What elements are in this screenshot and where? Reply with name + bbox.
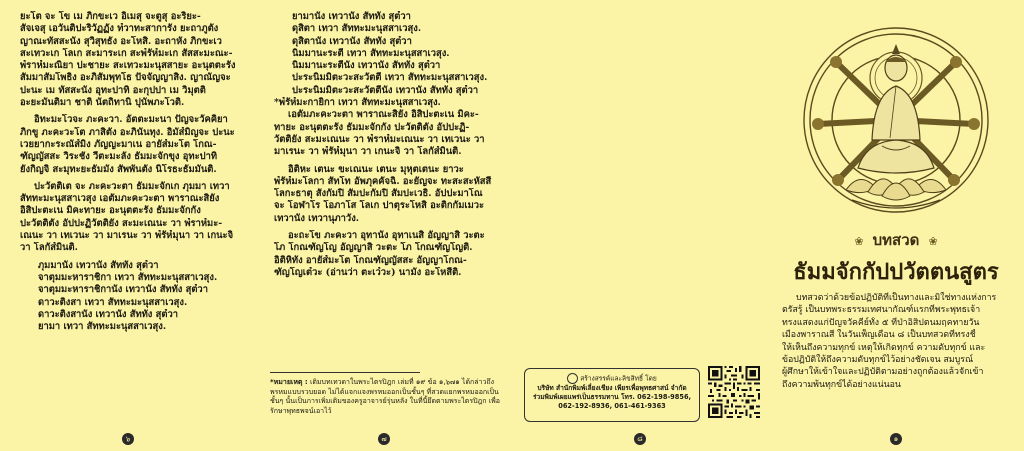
text-line: ยะโต จะ โข เม ภิกขะเว อิเมสุ จะตูสุ อะริยะ- [20,11,201,22]
panel-chant-page-2 [256,0,512,451]
panel-front-cover [768,0,1024,451]
ornament-icon: ❀ [854,235,864,248]
text-line: เวยยากะระณัส๎มิง ภัญญะมาเน อายัส๎มะโต โกณ- [20,138,217,150]
footnote-rule [270,372,420,373]
text-line: ปะวัตติตัง อัปปะฏิวัตติยัง สะมะเณนะ วา พ๎ราห๎มะ- [20,217,223,229]
text-line: พ๎รัห๎มะโลกา สัทโท อัพภุคคัจฉิ. อะยัญจะ ทะสะสะหัสสี [274,175,492,187]
title-small: บทสวด [872,231,920,249]
text-line: พ๎ราห๎มะณิยา ปะชายะ สะเทวะมะนุสสายะ อะนุตตะรัง [20,60,236,72]
footnote-label: *หมายเหตุ : [270,378,308,386]
panel-chant-page-1 [0,0,256,451]
text-line: ปะนะ เม ทัสสะนัง อุทะปาทิ อะกุปปา เม วิมุตติ [20,84,206,96]
verse-line: ภุมมานัง เทวานัง สัททัง สุต๎วา [38,259,159,271]
phone-numbers: 062-192-8936, 061-461-9363 [558,402,666,410]
text-line: ตรัสรู้ เป็นบทพระธรรมเทศนากัณฑ์แรกที่พระพุทธเจ้า [782,305,981,316]
verse-line: ดุสิตา เทวา สัททะมะนุสสาเวสุง. [292,23,422,35]
description-block [782,292,1014,391]
verse-line: ดาวะติงสา เทวา สัททะมะนุสสาเวสุง. [38,296,188,308]
page-number: ๗ [378,433,390,445]
verse-line: จาตุมมะหาราชิกา เทวา สัททะมะนุสสาเวสุง. [38,271,218,283]
panel-back-cover [512,0,768,451]
publisher-box [524,368,700,422]
text-line: ปะวัตติเต จะ ภะคะวะตา ธัมมะจักเก ภุมมา เทวา [34,180,230,192]
text-line: อิติหะ เตนะ ขะเณนะ เตนะ มุหุตเตนะ ยาวะ [288,163,464,175]
page-title: ธัมมจักกัปปวัตตนสูตร [793,259,999,285]
text-line: ฑัญญัสสะ วิระชัง วีตะมะลัง ธัมมะจักขุง อุทะปาทิ [20,151,218,163]
verse-line: ปะระนิมมิตะวะสะวัตตีนัง เทวานัง สัททัง สุต๎วา [292,84,479,96]
footnote [270,378,502,416]
text-line: อิสิปะตะเน มิคะทายะ อะนุตตะรัง ธัมมะจักกัง [20,205,201,217]
text-line: ญาณะทัสสะนัง สุวิสุทธัง อะโหสิ. อะถาหัง ภิกขะเว [20,35,222,47]
text-line: จะ โอฬาโร โอภาโส โลเก ปาตุระโหสิ อะติกกัมเมวะ [274,200,485,212]
qr-code-icon [708,366,760,418]
text-line: วา โลกัส๎มินติ. [20,242,78,254]
verse-line: นิมมานะระตี เทวา สัททะมะนุสสาเวสุง. [292,47,450,59]
verse-line: นิมมานะระตีนัง เทวานัง สัททัง สุต๎วา [292,60,441,72]
text-line: อะยะมันติมา ชาติ นัตถิทานิ ปุนัพภะโวติ. [20,97,185,109]
text-line: ผู้ศึกษาให้เข้าใจและปฏิบัติตามอย่างถูกต้องแล้วจักเข้า [782,367,984,378]
footnote-text: เติมบทเทวดาในพระไตรปิฎก เล่มที่ ๑๙ ข้อ ๑,๖๗๑ ได้กล่าวถึงพรหมแบบรวบยอด ไม่ได้แจกแจงพรหมออกเป็นชั้นๆ ที่สวดแยกพรหมออกเป็นชั้นๆ นั้นเป็นการเพิ่มเติมของครูอาจารย์รุ่นหลัง ในที่นี้ยึดตามพระไตรปิฎก เพื่อรักษาพุทธพจน์เอาไว้ [270,378,500,415]
title-block [768,228,1024,289]
chant-text-block [274,11,500,279]
verse-line: ยามานัง เทวานัง สัททัง สุต๎วา [292,11,411,22]
text-line: อะถะโข ภะคะวา อุทานัง อุทาเนสิ อัญญาสิ วะตะ [288,230,485,242]
page-number: ๑ [890,433,902,445]
text-line: เทวานัง เทวานุภาวัง. [274,212,360,224]
text-line: ทรงแสดงแก่ปัญจวัคคีย์ทั้ง ๕ ที่ป่าอิสิปตนมฤคทายวัน [782,317,980,328]
publisher-logo-icon [567,373,578,384]
verse-line: ยามา เทวา สัททะมะนุสสาเวสุง. [38,321,167,333]
verse-line: *พ๎รัห๎มะกายิกา เทวา สัททะมะนุสสาเวสุง. [274,97,441,109]
text-line: สัมมาสัมโพธิง อะภิสัมพุทโธ ปัจจัญญาสิง. ญาณัญจะ [20,72,231,84]
text-line: มาเรนะ วา พ๎รัห๎มุนา วา เกนะจิ วา โลกัส๎มินติ. [274,146,462,158]
verse-line: ดาวะติงสานัง เทวานัง สัททัง สุต๎วา [38,308,178,320]
text-line: สัจเจสุ เอวันติปะริวัฏฏัง ท๎วาทะสาการัง ยะถาภูตัง [20,23,219,35]
text-line: ข้อปฏิบัติให้ถึงความดับทุกข์ไว้อย่างชัดเจน สมบูรณ์ [782,355,974,366]
text-line: ให้เห็นถึงความทุกข์ เหตุให้เกิดทุกข์ ความดับทุกข์ และ [782,342,986,353]
text-line: ฑัญโญเต๎วะ (อ่านว่า ตะเว๎วะ) นามัง อะโหสีติ. [274,266,462,278]
verse-line: ปะระนิมมิตะวะสะวัตตี เทวา สัททะมะนุสสาเวสุง. [292,72,488,84]
text-line: ยังกิญจิ สะมุทะยะธัมมัง สัพพันตัง นิโรธะธัมมันติ. [20,163,217,175]
text-line: วัตติยัง สะมะเณนะ วา พ๎ราห๎มะเณนะ วา เทเวนะ วา [274,133,485,145]
text-line: บทสวดว่าด้วยข้อปฏิบัติที่เป็นทางและมิใช่ทางแห่งการ [796,293,997,303]
text-line: สะเทวะเก โลเก สะมาระเก สะพ๎รัห๎มะเก สัสสะมะณะ- [20,47,233,59]
text-line: อิทะมะโวจะ ภะคะวา. อัตตะมะนา ปัญจะวัคคิยา [34,114,228,126]
chant-text-block [20,11,242,333]
ornament-icon: ❀ [928,235,938,248]
text-line: ภิกขู ภะคะวะโต ภาสิตัง อะภินันทุง. อิมัส๎มิญจะ ปะนะ [20,126,235,138]
text-line: เณนะ วา เทเวนะ วา มาเรนะ วา พ๎รัห๎มุนา วา เกนะจิ [20,230,234,242]
page-number: ๖ [122,433,134,445]
text-line: โภ โกณฑัญโญ อัญญาสิ วะตะ โภ โกณฑัญโญติ. [274,242,473,254]
page-number: ๘ [634,433,646,445]
text-line: สัททะมะนุสสาเวสุง เอตัมภะคะวะตา พาราณะสิยัง [20,193,220,205]
publisher-name: บริษัท สำนักพิมพ์เลี่ยงเชียง เพียรเพื่อพุทธศาสน์ จำกัด [537,384,687,392]
text-line: อิติหิทัง อายัส๎มะโต โกณฑัญญัสสะ อัญญาโกณ- [274,254,467,266]
text-line: เมืองพาราณสี ในวันเพ็ญเดือน ๘ เป็นบทสวดที่ทรงชี้ [782,330,976,341]
text-line: ทายะ อะนุตตะรัง ธัมมะจักกัง ปะวัตติตัง อัปปะฏิ- [274,121,470,133]
text-line: ถึงความพ้นทุกข์ได้อย่างแน่นอน [782,379,901,390]
verse-line: จาตุมมะหาราชิกานัง เทวานัง สัททัง สุต๎วา [38,284,208,296]
text-line: โลกะธาตุ สังกัมปิ สัมปะกัมปิ สัมปะเวธิ. อัปปะมาโณ [274,188,483,200]
joint-publishing: ร่วมพิมพ์เผยแพร่เป็นธรรมทาน โทร. 062-198-9856, [532,393,692,401]
buddha-dharma-wheel-illustration [796,20,996,225]
created-by: สร้างสรรค์และลิขสิทธิ์ โดย [580,374,657,383]
verse-line: ดุสิตานัง เทวานัง สัททัง สุต๎วา [292,35,412,47]
text-line: เอตัมภะคะวะตา พาราณะสิยัง อิสิปะตะเน มิคะ- [288,109,479,121]
